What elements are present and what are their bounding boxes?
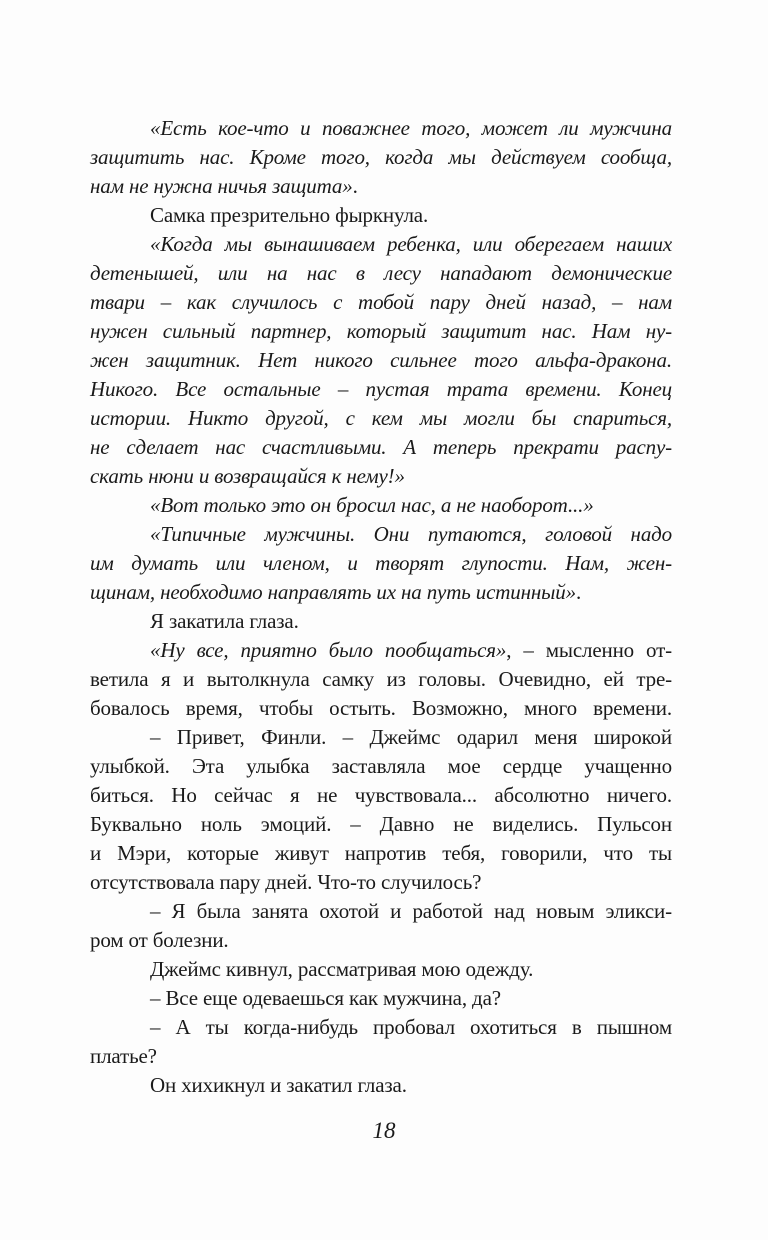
line-text: платье? xyxy=(90,1044,157,1068)
text-line xyxy=(90,172,672,201)
text-line xyxy=(90,810,672,839)
line-text: улыбкой. Эта улыбка заставляла мое сердце учащенно xyxy=(90,754,672,778)
text-line xyxy=(150,607,672,636)
body-text xyxy=(90,114,672,1100)
text-line xyxy=(90,578,672,607)
text-line xyxy=(90,868,672,897)
line-text: Самка презрительно фыркнула. xyxy=(150,203,429,227)
line-text: и Мэри, которые живут напротив тебя, говорили, что ты xyxy=(90,841,672,865)
text-line xyxy=(150,520,672,549)
line-text: биться. Но сейчас я не чувствовала... абсолютно ничего. xyxy=(90,783,672,807)
text-line xyxy=(90,375,672,404)
line-text: отсутствовала пару дней. Что-то случилось? xyxy=(90,870,482,894)
text-line xyxy=(90,665,672,694)
line-text: ром от болезни. xyxy=(90,928,229,952)
line-text: им думать или членом, и творят глупости. Нам, жен- xyxy=(90,551,672,575)
text-line xyxy=(150,1013,672,1042)
line-text: нам не нужна ничья защита» xyxy=(90,174,353,198)
line-text: – Привет, Финли. – Джеймс одарил меня широкой xyxy=(150,725,672,749)
text-line xyxy=(150,201,672,230)
line-text: ветила я и вытолкнула самку из головы. Очевидно, ей тре- xyxy=(90,667,672,691)
line-text: скать нюни и возвращайся к нему!» xyxy=(90,464,405,488)
line-text: не сделает нас счастливыми. А теперь прекрати распу- xyxy=(90,435,672,459)
line-text: «Типичные мужчины. Они путаются, головой надо xyxy=(150,522,672,546)
line-text: щинам, необходимо направлять их на путь истинный» xyxy=(90,580,576,604)
line-text: «Есть кое-что и поважнее того, может ли мужчина xyxy=(150,116,672,140)
line-text: защитить нас. Кроме того, когда мы действуем сообща, xyxy=(90,145,672,169)
line-text: жен защитник. Нет никого сильнее того альфа-дракона. xyxy=(90,348,672,372)
text-line xyxy=(150,955,672,984)
text-line xyxy=(150,1071,672,1100)
text-line xyxy=(90,404,672,433)
page-number: 18 xyxy=(372,1118,396,1143)
line-text: Джеймс кивнул, рассматривая мою одежду. xyxy=(150,957,534,981)
text-line xyxy=(90,288,672,317)
text-line xyxy=(90,839,672,868)
line-text: твари – как случилось с тобой пару дней назад, – нам xyxy=(90,290,672,314)
text-line xyxy=(150,984,672,1013)
text-line xyxy=(90,752,672,781)
text-line xyxy=(150,897,672,926)
line-text: – Все еще одеваешься как мужчина, да? xyxy=(150,986,501,1010)
text-line xyxy=(90,346,672,375)
text-line xyxy=(150,114,672,143)
text-line xyxy=(150,230,672,259)
text-line xyxy=(150,491,672,520)
line-text: Никого. Все остальные – пустая трата времени. Конец xyxy=(90,377,672,401)
line-text: – А ты когда-нибудь пробовал охотиться в пышном xyxy=(150,1015,672,1039)
line-text: нужен сильный партнер, который защитит нас. Нам ну- xyxy=(90,319,672,343)
line-text: «Ну все, приятно было пообщаться» xyxy=(150,638,507,662)
text-line xyxy=(90,781,672,810)
text-line xyxy=(90,259,672,288)
line-text: «Когда мы вынашиваем ребенка, или оберегаем наших xyxy=(150,232,672,256)
text-line xyxy=(90,1042,672,1071)
line-text: «Вот только это он бросил нас, а не наоборот...» xyxy=(150,493,594,517)
text-line xyxy=(90,433,672,462)
line-text: бовалось время, чтобы остыть. Возможно, много времени. xyxy=(90,696,672,720)
line-tail: , – мысленно от- xyxy=(506,638,672,662)
line-tail: . xyxy=(352,174,358,198)
text-line xyxy=(90,549,672,578)
line-text: – Я была занята охотой и работой над новым эликси- xyxy=(150,899,672,923)
text-line xyxy=(150,636,672,665)
text-line xyxy=(150,723,672,752)
line-text: детенышей, или на нас в лесу нападают демонические xyxy=(90,261,672,285)
line-text: истории. Никто другой, с кем мы могли бы спариться, xyxy=(90,406,672,430)
line-text: Я закатила глаза. xyxy=(150,609,299,633)
text-line xyxy=(90,143,672,172)
text-line xyxy=(90,926,672,955)
line-tail: . xyxy=(575,580,582,604)
text-line xyxy=(90,317,672,346)
text-line xyxy=(90,694,672,723)
line-text: Он хихикнул и закатил глаза. xyxy=(150,1073,407,1097)
text-line xyxy=(90,462,672,491)
line-text: Буквально ноль эмоций. – Давно не виделись. Пульсон xyxy=(90,812,672,836)
